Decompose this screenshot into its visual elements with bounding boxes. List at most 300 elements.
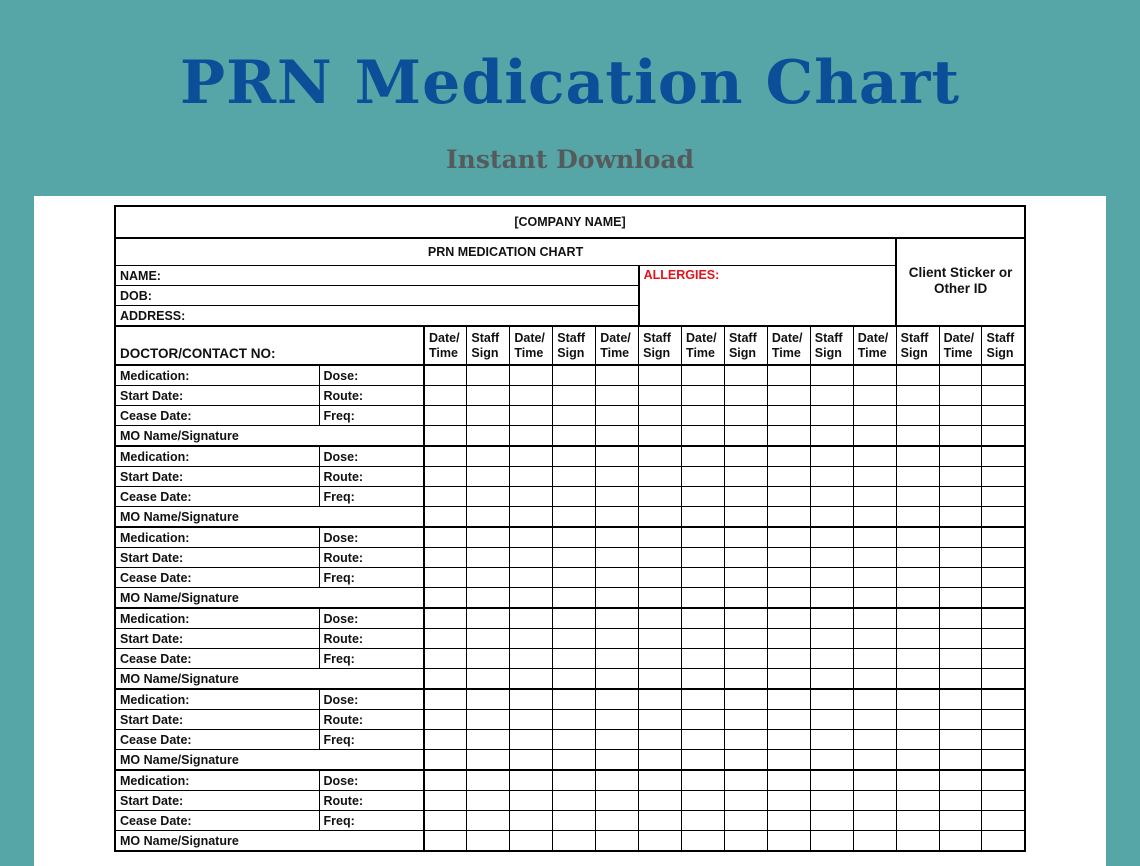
date-time-cell[interactable] — [424, 608, 467, 629]
date-time-cell[interactable] — [853, 527, 896, 548]
staff-sign-cell[interactable] — [467, 689, 510, 710]
date-time-cell[interactable] — [424, 750, 467, 771]
staff-sign-cell[interactable] — [639, 406, 682, 426]
staff-sign-cell[interactable] — [639, 386, 682, 406]
staff-sign-cell[interactable] — [982, 649, 1025, 669]
staff-sign-cell[interactable] — [896, 365, 939, 386]
date-time-cell[interactable] — [939, 831, 982, 852]
start-date-field[interactable]: Start Date: — [115, 629, 319, 649]
staff-sign-cell[interactable] — [553, 608, 596, 629]
staff-sign-cell[interactable] — [553, 446, 596, 467]
staff-sign-cell[interactable] — [467, 386, 510, 406]
dose-field[interactable]: Dose: — [319, 608, 424, 629]
date-time-cell[interactable] — [767, 588, 810, 609]
date-time-cell[interactable] — [767, 811, 810, 831]
date-time-cell[interactable] — [853, 386, 896, 406]
staff-sign-cell[interactable] — [896, 750, 939, 771]
staff-sign-cell[interactable] — [896, 811, 939, 831]
date-time-cell[interactable] — [853, 426, 896, 447]
staff-sign-cell[interactable] — [896, 426, 939, 447]
staff-sign-cell[interactable] — [639, 507, 682, 528]
date-time-cell[interactable] — [682, 730, 725, 750]
date-time-cell[interactable] — [682, 689, 725, 710]
staff-sign-cell[interactable] — [639, 527, 682, 548]
staff-sign-cell[interactable] — [896, 548, 939, 568]
staff-sign-cell[interactable] — [810, 467, 853, 487]
date-time-cell[interactable] — [682, 467, 725, 487]
staff-sign-cell[interactable] — [467, 608, 510, 629]
date-time-cell[interactable] — [510, 365, 553, 386]
start-date-field[interactable]: Start Date: — [115, 467, 319, 487]
staff-sign-cell[interactable] — [810, 406, 853, 426]
date-time-cell[interactable] — [767, 487, 810, 507]
staff-sign-cell[interactable] — [810, 629, 853, 649]
date-time-cell[interactable] — [596, 770, 639, 791]
staff-sign-cell[interactable] — [724, 811, 767, 831]
staff-sign-cell[interactable] — [810, 365, 853, 386]
staff-sign-cell[interactable] — [467, 831, 510, 852]
date-time-cell[interactable] — [596, 446, 639, 467]
date-time-cell[interactable] — [939, 446, 982, 467]
date-time-cell[interactable] — [939, 669, 982, 690]
staff-sign-cell[interactable] — [639, 588, 682, 609]
staff-sign-cell[interactable] — [467, 365, 510, 386]
date-time-cell[interactable] — [853, 406, 896, 426]
route-field[interactable]: Route: — [319, 710, 424, 730]
date-time-cell[interactable] — [424, 588, 467, 609]
date-time-cell[interactable] — [510, 426, 553, 447]
date-time-cell[interactable] — [682, 770, 725, 791]
staff-sign-cell[interactable] — [553, 507, 596, 528]
staff-sign-cell[interactable] — [639, 629, 682, 649]
date-time-cell[interactable] — [853, 548, 896, 568]
staff-sign-cell[interactable] — [639, 548, 682, 568]
medication-field[interactable]: Medication: — [115, 446, 319, 467]
date-time-cell[interactable] — [424, 568, 467, 588]
date-time-cell[interactable] — [510, 467, 553, 487]
freq-field[interactable]: Freq: — [319, 649, 424, 669]
staff-sign-cell[interactable] — [724, 446, 767, 467]
staff-sign-cell[interactable] — [639, 568, 682, 588]
staff-sign-cell[interactable] — [553, 527, 596, 548]
date-time-cell[interactable] — [682, 791, 725, 811]
date-time-cell[interactable] — [596, 608, 639, 629]
date-time-cell[interactable] — [767, 507, 810, 528]
staff-sign-cell[interactable] — [896, 730, 939, 750]
cease-date-field[interactable]: Cease Date: — [115, 568, 319, 588]
staff-sign-cell[interactable] — [724, 507, 767, 528]
staff-sign-cell[interactable] — [639, 811, 682, 831]
date-time-cell[interactable] — [510, 588, 553, 609]
date-time-cell[interactable] — [682, 669, 725, 690]
date-time-cell[interactable] — [853, 568, 896, 588]
staff-sign-cell[interactable] — [896, 527, 939, 548]
staff-sign-cell[interactable] — [724, 548, 767, 568]
date-time-cell[interactable] — [767, 770, 810, 791]
date-time-cell[interactable] — [682, 386, 725, 406]
staff-sign-cell[interactable] — [896, 791, 939, 811]
date-time-cell[interactable] — [510, 568, 553, 588]
staff-sign-cell[interactable] — [553, 730, 596, 750]
staff-sign-cell[interactable] — [724, 730, 767, 750]
staff-sign-cell[interactable] — [639, 365, 682, 386]
date-time-cell[interactable] — [853, 811, 896, 831]
date-time-cell[interactable] — [596, 568, 639, 588]
date-time-cell[interactable] — [853, 710, 896, 730]
mo-field[interactable]: MO Name/Signature — [115, 669, 424, 690]
date-time-cell[interactable] — [853, 791, 896, 811]
date-time-cell[interactable] — [767, 791, 810, 811]
staff-sign-cell[interactable] — [467, 507, 510, 528]
route-field[interactable]: Route: — [319, 548, 424, 568]
route-field[interactable]: Route: — [319, 791, 424, 811]
start-date-field[interactable]: Start Date: — [115, 386, 319, 406]
staff-sign-cell[interactable] — [467, 710, 510, 730]
date-time-cell[interactable] — [767, 689, 810, 710]
staff-sign-cell[interactable] — [553, 811, 596, 831]
staff-sign-cell[interactable] — [982, 750, 1025, 771]
date-time-cell[interactable] — [424, 710, 467, 730]
staff-sign-cell[interactable] — [724, 426, 767, 447]
staff-sign-cell[interactable] — [467, 811, 510, 831]
staff-sign-cell[interactable] — [724, 406, 767, 426]
date-time-cell[interactable] — [510, 406, 553, 426]
staff-sign-cell[interactable] — [896, 386, 939, 406]
date-time-cell[interactable] — [424, 386, 467, 406]
date-time-cell[interactable] — [510, 710, 553, 730]
date-time-cell[interactable] — [596, 669, 639, 690]
staff-sign-cell[interactable] — [810, 548, 853, 568]
staff-sign-cell[interactable] — [467, 791, 510, 811]
staff-sign-cell[interactable] — [467, 406, 510, 426]
staff-sign-cell[interactable] — [724, 588, 767, 609]
date-time-cell[interactable] — [767, 831, 810, 852]
staff-sign-cell[interactable] — [810, 750, 853, 771]
staff-sign-cell[interactable] — [810, 608, 853, 629]
staff-sign-cell[interactable] — [724, 831, 767, 852]
date-time-cell[interactable] — [596, 629, 639, 649]
staff-sign-cell[interactable] — [724, 608, 767, 629]
date-time-cell[interactable] — [939, 568, 982, 588]
staff-sign-cell[interactable] — [896, 487, 939, 507]
date-time-cell[interactable] — [939, 386, 982, 406]
date-time-cell[interactable] — [853, 467, 896, 487]
start-date-field[interactable]: Start Date: — [115, 791, 319, 811]
dob-field[interactable]: DOB: — [115, 286, 639, 306]
staff-sign-cell[interactable] — [810, 446, 853, 467]
staff-sign-cell[interactable] — [553, 548, 596, 568]
staff-sign-cell[interactable] — [639, 750, 682, 771]
date-time-cell[interactable] — [939, 608, 982, 629]
dose-field[interactable]: Dose: — [319, 446, 424, 467]
date-time-cell[interactable] — [596, 386, 639, 406]
staff-sign-cell[interactable] — [467, 770, 510, 791]
date-time-cell[interactable] — [939, 406, 982, 426]
staff-sign-cell[interactable] — [810, 426, 853, 447]
staff-sign-cell[interactable] — [724, 568, 767, 588]
date-time-cell[interactable] — [682, 426, 725, 447]
date-time-cell[interactable] — [424, 467, 467, 487]
staff-sign-cell[interactable] — [639, 467, 682, 487]
staff-sign-cell[interactable] — [724, 629, 767, 649]
staff-sign-cell[interactable] — [467, 568, 510, 588]
start-date-field[interactable]: Start Date: — [115, 710, 319, 730]
date-time-cell[interactable] — [596, 487, 639, 507]
staff-sign-cell[interactable] — [467, 649, 510, 669]
staff-sign-cell[interactable] — [467, 588, 510, 609]
date-time-cell[interactable] — [510, 629, 553, 649]
route-field[interactable]: Route: — [319, 386, 424, 406]
date-time-cell[interactable] — [767, 649, 810, 669]
staff-sign-cell[interactable] — [553, 588, 596, 609]
staff-sign-cell[interactable] — [810, 588, 853, 609]
staff-sign-cell[interactable] — [982, 568, 1025, 588]
date-time-cell[interactable] — [682, 629, 725, 649]
staff-sign-cell[interactable] — [553, 669, 596, 690]
staff-sign-cell[interactable] — [724, 527, 767, 548]
date-time-cell[interactable] — [424, 811, 467, 831]
date-time-cell[interactable] — [853, 588, 896, 609]
medication-field[interactable]: Medication: — [115, 770, 319, 791]
freq-field[interactable]: Freq: — [319, 406, 424, 426]
staff-sign-cell[interactable] — [467, 487, 510, 507]
staff-sign-cell[interactable] — [982, 831, 1025, 852]
name-field[interactable]: NAME: — [115, 266, 639, 286]
date-time-cell[interactable] — [767, 446, 810, 467]
date-time-cell[interactable] — [510, 770, 553, 791]
staff-sign-cell[interactable] — [553, 770, 596, 791]
date-time-cell[interactable] — [510, 750, 553, 771]
staff-sign-cell[interactable] — [639, 689, 682, 710]
mo-field[interactable]: MO Name/Signature — [115, 507, 424, 528]
date-time-cell[interactable] — [853, 365, 896, 386]
date-time-cell[interactable] — [510, 548, 553, 568]
staff-sign-cell[interactable] — [810, 649, 853, 669]
staff-sign-cell[interactable] — [553, 831, 596, 852]
staff-sign-cell[interactable] — [982, 446, 1025, 467]
date-time-cell[interactable] — [510, 831, 553, 852]
date-time-cell[interactable] — [596, 811, 639, 831]
staff-sign-cell[interactable] — [553, 689, 596, 710]
date-time-cell[interactable] — [853, 669, 896, 690]
medication-field[interactable]: Medication: — [115, 527, 319, 548]
freq-field[interactable]: Freq: — [319, 811, 424, 831]
date-time-cell[interactable] — [424, 487, 467, 507]
staff-sign-cell[interactable] — [553, 426, 596, 447]
staff-sign-cell[interactable] — [810, 669, 853, 690]
date-time-cell[interactable] — [424, 548, 467, 568]
date-time-cell[interactable] — [596, 406, 639, 426]
staff-sign-cell[interactable] — [982, 507, 1025, 528]
date-time-cell[interactable] — [682, 527, 725, 548]
staff-sign-cell[interactable] — [982, 588, 1025, 609]
staff-sign-cell[interactable] — [553, 568, 596, 588]
staff-sign-cell[interactable] — [982, 608, 1025, 629]
dose-field[interactable]: Dose: — [319, 689, 424, 710]
date-time-cell[interactable] — [767, 386, 810, 406]
date-time-cell[interactable] — [853, 507, 896, 528]
date-time-cell[interactable] — [424, 770, 467, 791]
date-time-cell[interactable] — [767, 669, 810, 690]
staff-sign-cell[interactable] — [467, 750, 510, 771]
date-time-cell[interactable] — [596, 791, 639, 811]
staff-sign-cell[interactable] — [896, 831, 939, 852]
date-time-cell[interactable] — [939, 487, 982, 507]
staff-sign-cell[interactable] — [982, 811, 1025, 831]
staff-sign-cell[interactable] — [639, 649, 682, 669]
date-time-cell[interactable] — [596, 527, 639, 548]
staff-sign-cell[interactable] — [896, 568, 939, 588]
staff-sign-cell[interactable] — [639, 770, 682, 791]
staff-sign-cell[interactable] — [810, 386, 853, 406]
date-time-cell[interactable] — [853, 446, 896, 467]
staff-sign-cell[interactable] — [896, 669, 939, 690]
staff-sign-cell[interactable] — [724, 649, 767, 669]
medication-field[interactable]: Medication: — [115, 689, 319, 710]
staff-sign-cell[interactable] — [810, 689, 853, 710]
date-time-cell[interactable] — [767, 608, 810, 629]
staff-sign-cell[interactable] — [639, 426, 682, 447]
staff-sign-cell[interactable] — [724, 487, 767, 507]
staff-sign-cell[interactable] — [553, 791, 596, 811]
date-time-cell[interactable] — [939, 750, 982, 771]
date-time-cell[interactable] — [939, 689, 982, 710]
staff-sign-cell[interactable] — [553, 386, 596, 406]
dose-field[interactable]: Dose: — [319, 365, 424, 386]
staff-sign-cell[interactable] — [639, 487, 682, 507]
staff-sign-cell[interactable] — [810, 831, 853, 852]
staff-sign-cell[interactable] — [724, 669, 767, 690]
date-time-cell[interactable] — [767, 710, 810, 730]
date-time-cell[interactable] — [682, 365, 725, 386]
date-time-cell[interactable] — [853, 608, 896, 629]
start-date-field[interactable]: Start Date: — [115, 548, 319, 568]
date-time-cell[interactable] — [939, 588, 982, 609]
staff-sign-cell[interactable] — [724, 386, 767, 406]
date-time-cell[interactable] — [510, 730, 553, 750]
staff-sign-cell[interactable] — [724, 770, 767, 791]
date-time-cell[interactable] — [767, 750, 810, 771]
staff-sign-cell[interactable] — [982, 669, 1025, 690]
staff-sign-cell[interactable] — [639, 791, 682, 811]
staff-sign-cell[interactable] — [724, 710, 767, 730]
date-time-cell[interactable] — [853, 730, 896, 750]
staff-sign-cell[interactable] — [810, 527, 853, 548]
date-time-cell[interactable] — [424, 365, 467, 386]
staff-sign-cell[interactable] — [982, 365, 1025, 386]
staff-sign-cell[interactable] — [467, 669, 510, 690]
date-time-cell[interactable] — [424, 507, 467, 528]
date-time-cell[interactable] — [510, 669, 553, 690]
date-time-cell[interactable] — [424, 689, 467, 710]
date-time-cell[interactable] — [767, 548, 810, 568]
date-time-cell[interactable] — [424, 669, 467, 690]
date-time-cell[interactable] — [510, 608, 553, 629]
date-time-cell[interactable] — [596, 750, 639, 771]
company-name-field[interactable]: [COMPANY NAME] — [115, 206, 1025, 238]
date-time-cell[interactable] — [939, 548, 982, 568]
staff-sign-cell[interactable] — [982, 689, 1025, 710]
client-sticker-area[interactable]: Client Sticker or Other ID — [896, 238, 1025, 326]
date-time-cell[interactable] — [424, 629, 467, 649]
date-time-cell[interactable] — [596, 649, 639, 669]
staff-sign-cell[interactable] — [724, 467, 767, 487]
freq-field[interactable]: Freq: — [319, 730, 424, 750]
date-time-cell[interactable] — [510, 689, 553, 710]
staff-sign-cell[interactable] — [982, 770, 1025, 791]
staff-sign-cell[interactable] — [810, 710, 853, 730]
date-time-cell[interactable] — [424, 527, 467, 548]
date-time-cell[interactable] — [682, 608, 725, 629]
staff-sign-cell[interactable] — [982, 406, 1025, 426]
date-time-cell[interactable] — [939, 527, 982, 548]
staff-sign-cell[interactable] — [467, 527, 510, 548]
staff-sign-cell[interactable] — [810, 487, 853, 507]
staff-sign-cell[interactable] — [810, 730, 853, 750]
mo-field[interactable]: MO Name/Signature — [115, 831, 424, 852]
date-time-cell[interactable] — [767, 365, 810, 386]
date-time-cell[interactable] — [596, 588, 639, 609]
dose-field[interactable]: Dose: — [319, 527, 424, 548]
date-time-cell[interactable] — [682, 548, 725, 568]
staff-sign-cell[interactable] — [553, 750, 596, 771]
staff-sign-cell[interactable] — [896, 588, 939, 609]
date-time-cell[interactable] — [939, 426, 982, 447]
staff-sign-cell[interactable] — [724, 791, 767, 811]
staff-sign-cell[interactable] — [896, 406, 939, 426]
staff-sign-cell[interactable] — [467, 467, 510, 487]
staff-sign-cell[interactable] — [982, 791, 1025, 811]
date-time-cell[interactable] — [853, 487, 896, 507]
staff-sign-cell[interactable] — [810, 791, 853, 811]
staff-sign-cell[interactable] — [982, 386, 1025, 406]
date-time-cell[interactable] — [767, 406, 810, 426]
date-time-cell[interactable] — [510, 487, 553, 507]
date-time-cell[interactable] — [424, 426, 467, 447]
date-time-cell[interactable] — [939, 791, 982, 811]
staff-sign-cell[interactable] — [896, 710, 939, 730]
date-time-cell[interactable] — [596, 689, 639, 710]
staff-sign-cell[interactable] — [467, 629, 510, 649]
cease-date-field[interactable]: Cease Date: — [115, 649, 319, 669]
date-time-cell[interactable] — [510, 446, 553, 467]
date-time-cell[interactable] — [682, 568, 725, 588]
staff-sign-cell[interactable] — [896, 629, 939, 649]
staff-sign-cell[interactable] — [810, 811, 853, 831]
route-field[interactable]: Route: — [319, 629, 424, 649]
date-time-cell[interactable] — [853, 629, 896, 649]
date-time-cell[interactable] — [682, 811, 725, 831]
date-time-cell[interactable] — [767, 730, 810, 750]
address-field[interactable]: ADDRESS: — [115, 306, 639, 327]
staff-sign-cell[interactable] — [810, 568, 853, 588]
date-time-cell[interactable] — [939, 811, 982, 831]
date-time-cell[interactable] — [767, 426, 810, 447]
date-time-cell[interactable] — [939, 770, 982, 791]
staff-sign-cell[interactable] — [467, 548, 510, 568]
date-time-cell[interactable] — [510, 527, 553, 548]
staff-sign-cell[interactable] — [639, 710, 682, 730]
date-time-cell[interactable] — [596, 365, 639, 386]
date-time-cell[interactable] — [853, 831, 896, 852]
staff-sign-cell[interactable] — [639, 831, 682, 852]
staff-sign-cell[interactable] — [553, 406, 596, 426]
staff-sign-cell[interactable] — [982, 629, 1025, 649]
dose-field[interactable]: Dose: — [319, 770, 424, 791]
staff-sign-cell[interactable] — [724, 750, 767, 771]
staff-sign-cell[interactable] — [724, 365, 767, 386]
date-time-cell[interactable] — [767, 629, 810, 649]
